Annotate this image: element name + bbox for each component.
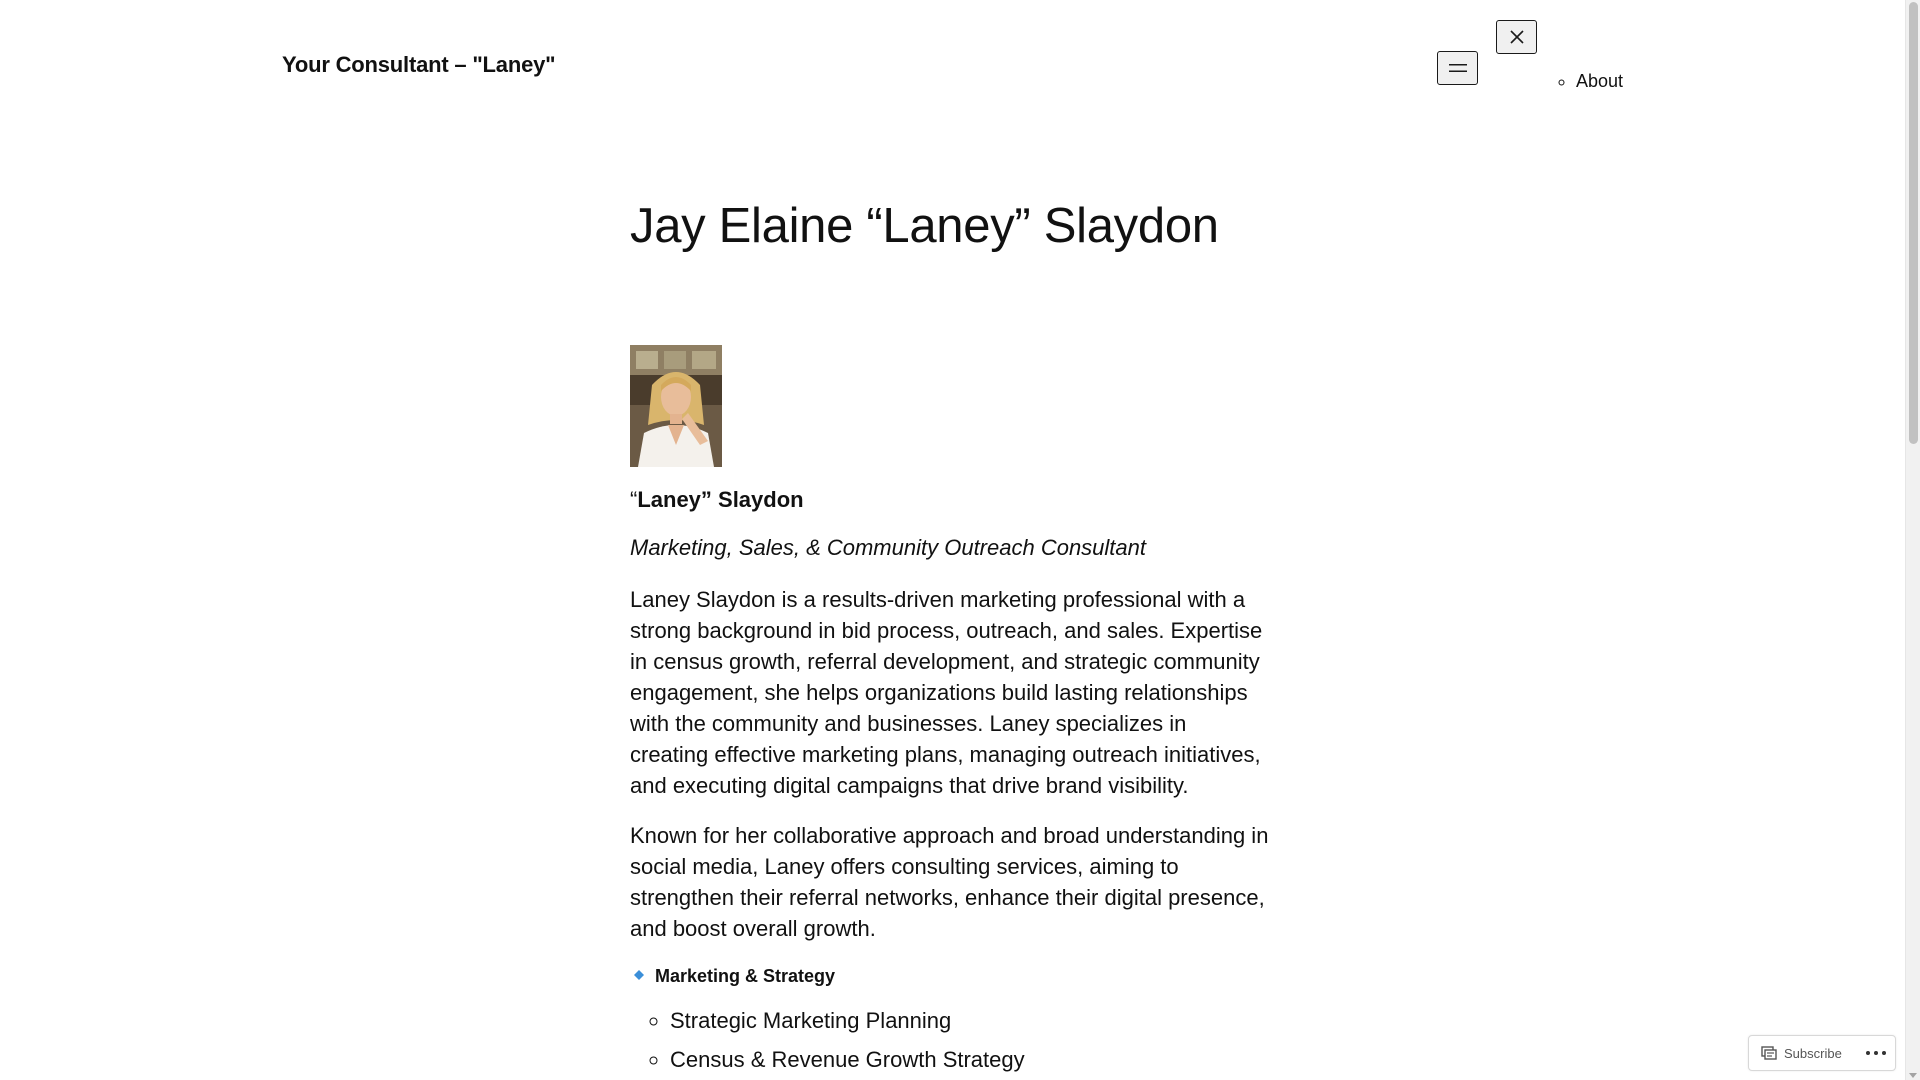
scrollbar-thumb[interactable]	[1909, 2, 1918, 444]
close-icon	[1509, 29, 1525, 45]
page-title: Jay Elaine “Laney” Slaydon	[630, 199, 1219, 253]
reader-icon	[1761, 1046, 1777, 1061]
more-options-icon[interactable]	[1866, 1051, 1886, 1055]
scroll-down-arrow-icon[interactable]	[1909, 1073, 1917, 1078]
nav-item-about	[1576, 71, 1623, 92]
skill-list	[630, 1001, 1270, 1079]
section-heading-label: Marketing & Strategy	[655, 966, 836, 987]
menu-open-button[interactable]	[1437, 51, 1478, 85]
bio-paragraph-2: Known for her collaborative approach and broad understanding in social media, Laney offers consulting services, aiming to strengthen their referral networks, enhance their digital presence, and boost overall growth.	[630, 823, 1269, 942]
section-heading-marketing	[630, 966, 1270, 987]
subscribe-label: Subscribe	[1784, 1045, 1842, 1061]
small-blue-diamond-icon	[634, 970, 644, 980]
nav-link-about[interactable]: About	[1576, 71, 1624, 91]
bio-paragraph-1: Laney Slaydon is a results-driven marketing professional with a strong background in bid process, outreach, and sales. Expertise in census growth, referral development, and strategic community engagement, she helps organizations build lasting relationships with the community and businesses. Laney specializes in creating effective marketing plans, managing outreach initiatives, and executing digital campaigns that drive brand visibility.	[630, 587, 1263, 799]
site-title[interactable]: Your Consultant – "Laney"	[282, 52, 556, 77]
name-bold: Laney” Slaydon	[637, 486, 804, 512]
list-item: ◦ Census & Revenue Growth Strategy	[670, 1040, 1270, 1079]
profile-photo	[630, 345, 722, 467]
list-item: ◦ Strategic Marketing Planning	[670, 1001, 1270, 1040]
name-quote-prefix: “	[630, 486, 638, 512]
main-content	[630, 200, 1270, 1079]
profile-name	[630, 487, 1270, 513]
vertical-scrollbar[interactable]	[1905, 0, 1920, 1080]
primary-nav	[1560, 71, 1623, 92]
hamburger-icon	[1449, 63, 1467, 73]
profile-role: Marketing, Sales, & Community Outreach Consultant	[630, 535, 1147, 561]
menu-close-button[interactable]	[1496, 20, 1537, 54]
subscribe-button[interactable]	[1748, 1035, 1896, 1071]
